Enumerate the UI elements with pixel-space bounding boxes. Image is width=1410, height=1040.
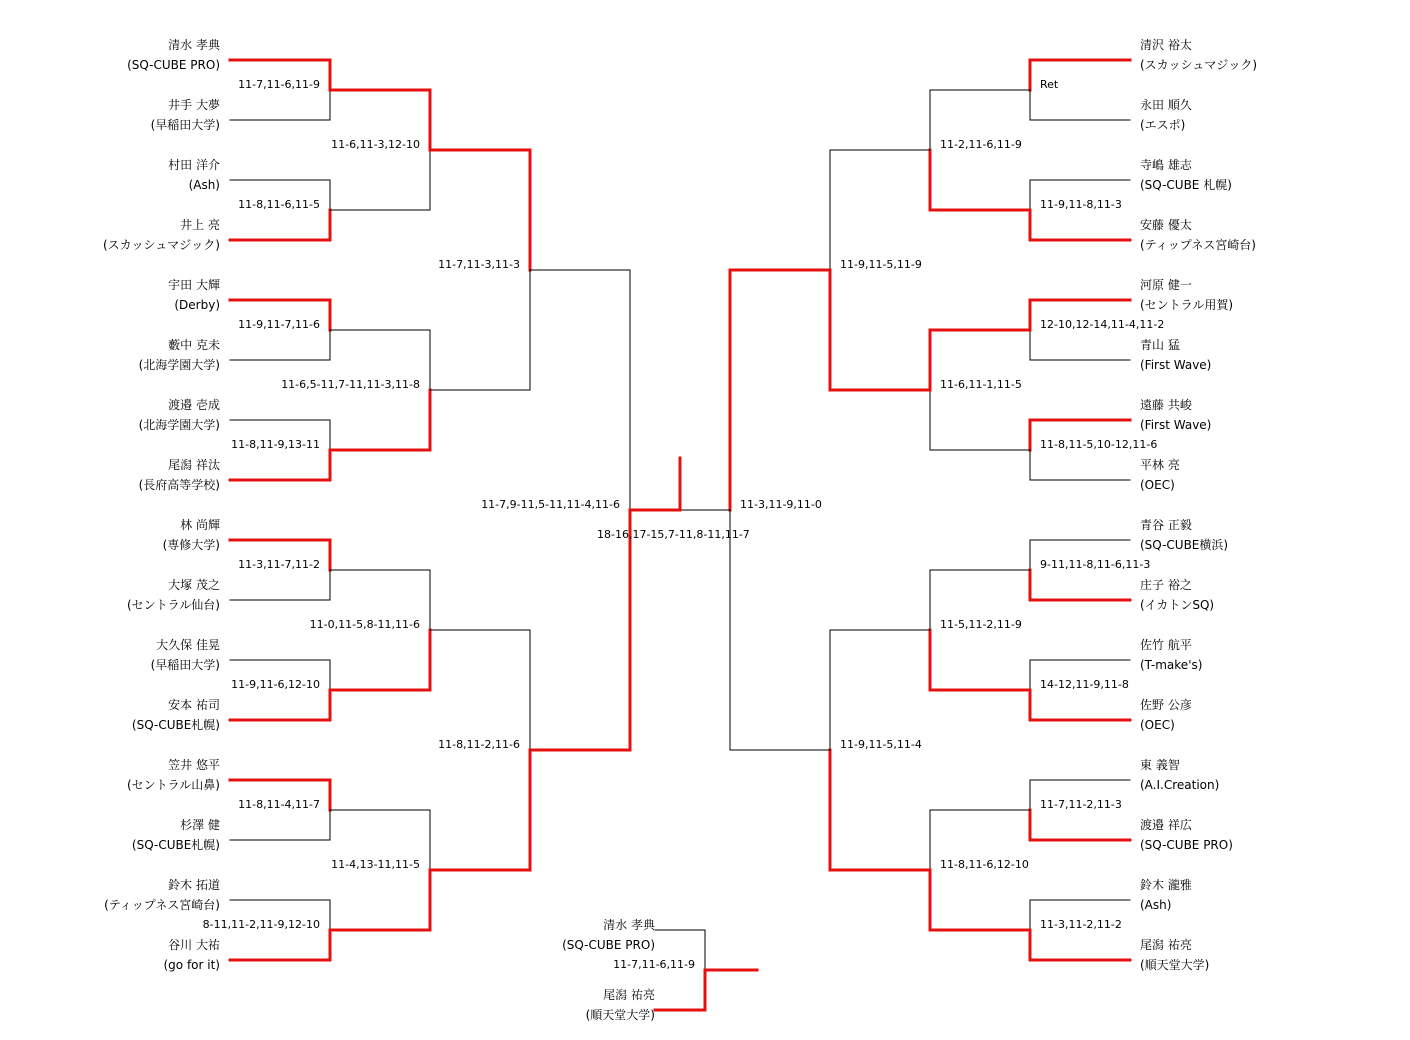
player-club: (セントラル用賀) bbox=[1140, 298, 1234, 312]
player-club: (ティップネス宮崎台) bbox=[1140, 238, 1256, 252]
match-score: 11-8,11-4,11-7 bbox=[238, 798, 320, 811]
player-club: (Derby) bbox=[174, 298, 220, 312]
match-score: 8-11,11-2,11-9,12-10 bbox=[202, 918, 320, 931]
player-name: 大久保 佳晃 bbox=[156, 638, 220, 652]
player-name: 井上 亮 bbox=[180, 218, 220, 232]
match-score: 11-6,5-11,7-11,11-3,11-8 bbox=[281, 378, 420, 391]
player-name: 鈴木 拓道 bbox=[168, 878, 220, 892]
player-club: (北海学園大学) bbox=[138, 358, 220, 372]
player-club: (A.I.Creation) bbox=[1140, 778, 1220, 792]
final-score: 18-16,17-15,7-11,8-11,11-7 bbox=[597, 528, 750, 541]
player-name: 安藤 優太 bbox=[1140, 218, 1192, 232]
player-club: (早稲田大学) bbox=[150, 658, 220, 672]
player-club: (エスポ) bbox=[1140, 118, 1186, 132]
player-name: 林 尚輝 bbox=[180, 518, 220, 532]
player-club: (早稲田大学) bbox=[150, 118, 220, 132]
player-name: 青谷 正毅 bbox=[1140, 518, 1192, 532]
player-club: (OEC) bbox=[1140, 478, 1175, 492]
player-name: 宇田 大輝 bbox=[168, 278, 220, 292]
player-name: 佐野 公彦 bbox=[1140, 698, 1192, 712]
player-club: (SQ-CUBE 札幌) bbox=[1140, 178, 1232, 192]
player-club: (SQ-CUBE横浜) bbox=[1140, 538, 1229, 552]
match-score: 11-4,13-11,11-5 bbox=[331, 858, 420, 871]
match-score: 11-8,11-6,11-5 bbox=[238, 198, 320, 211]
player-club: (SQ-CUBE札幌) bbox=[131, 838, 220, 852]
player-club: (SQ-CUBE札幌) bbox=[131, 718, 220, 732]
match-score: 11-6,11-3,12-10 bbox=[331, 138, 420, 151]
match-score: 11-3,11-9,11-0 bbox=[740, 498, 822, 511]
player-club: (セントラル山鼻) bbox=[126, 778, 220, 792]
player-club: (スカッシュマジック) bbox=[102, 238, 220, 252]
player-name: 鈴木 瀧雅 bbox=[1140, 878, 1192, 892]
player-name: 笠井 悠平 bbox=[168, 758, 220, 772]
player-club: (Ash) bbox=[1140, 898, 1172, 912]
player-club: (First Wave) bbox=[1140, 418, 1212, 432]
player-club: (Ash) bbox=[188, 178, 220, 192]
match-score: 11-3,11-2,11-2 bbox=[1040, 918, 1122, 931]
match-score: 12-10,12-14,11-4,11-2 bbox=[1040, 318, 1165, 331]
match-score: 11-9,11-6,12-10 bbox=[231, 678, 320, 691]
player-name: 清水 孝典 bbox=[168, 38, 220, 52]
player-club: (イカトンSQ) bbox=[1140, 598, 1215, 612]
player-name: 河原 健一 bbox=[1140, 278, 1192, 292]
match-score: 11-5,11-2,11-9 bbox=[940, 618, 1022, 631]
player-club: (北海学園大学) bbox=[138, 418, 220, 432]
match-score: 11-8,11-5,10-12,11-6 bbox=[1040, 438, 1158, 451]
match-score: 14-12,11-9,11-8 bbox=[1040, 678, 1129, 691]
player-name: 東 義智 bbox=[1140, 758, 1180, 772]
player-name: 井手 大夢 bbox=[168, 98, 220, 112]
match-score: 11-9,11-5,11-4 bbox=[840, 738, 922, 751]
player-club: (SQ-CUBE PRO) bbox=[1140, 838, 1233, 852]
player-club: (順天堂大学) bbox=[1140, 958, 1210, 972]
match-score: 11-7,11-3,11-3 bbox=[438, 258, 520, 271]
player-name: 尾潟 祥汰 bbox=[168, 458, 220, 472]
player-club: (go for it) bbox=[163, 958, 220, 972]
match-score: 11-9,11-7,11-6 bbox=[238, 318, 320, 331]
player-club: (スカッシュマジック) bbox=[1140, 58, 1258, 72]
match-score: 11-9,11-5,11-9 bbox=[840, 258, 922, 271]
player-club: (順天堂大学) bbox=[585, 1008, 655, 1022]
match-score: 11-7,11-6,11-9 bbox=[613, 958, 695, 971]
player-club: (専修大学) bbox=[162, 538, 220, 552]
player-name: 佐竹 航平 bbox=[1140, 638, 1192, 652]
match-score: 11-9,11-8,11-3 bbox=[1040, 198, 1122, 211]
player-club: (セントラル仙台) bbox=[126, 598, 220, 612]
player-name: 谷川 大祐 bbox=[168, 938, 220, 952]
player-name: 平林 亮 bbox=[1140, 458, 1180, 472]
match-score: 11-3,11-7,11-2 bbox=[238, 558, 320, 571]
player-name: 杉澤 健 bbox=[180, 818, 220, 832]
player-name: 永田 順久 bbox=[1140, 98, 1192, 112]
player-name: 尾潟 祐亮 bbox=[603, 988, 655, 1002]
match-score: 11-8,11-9,13-11 bbox=[231, 438, 320, 451]
player-name: 尾潟 祐亮 bbox=[1140, 938, 1192, 952]
player-name: 渡邉 壱成 bbox=[168, 398, 220, 412]
player-club: (SQ-CUBE PRO) bbox=[562, 938, 655, 952]
player-name: 清沢 裕太 bbox=[1140, 38, 1192, 52]
match-score: 11-7,9-11,5-11,11-4,11-6 bbox=[481, 498, 620, 511]
player-club: (ティップネス宮崎台) bbox=[104, 898, 220, 912]
player-name: 安本 祐司 bbox=[168, 698, 220, 712]
player-name: 村田 洋介 bbox=[168, 158, 220, 172]
player-club: (T-make's) bbox=[1140, 658, 1203, 672]
match-score: 11-8,11-6,12-10 bbox=[940, 858, 1029, 871]
player-name: 遠藤 共峻 bbox=[1140, 398, 1192, 412]
player-club: (長府高等学校) bbox=[138, 478, 220, 492]
match-score: 11-7,11-6,11-9 bbox=[238, 78, 320, 91]
player-name: 青山 猛 bbox=[1140, 338, 1180, 352]
player-club: (SQ-CUBE PRO) bbox=[127, 58, 220, 72]
player-name: 清水 孝典 bbox=[603, 918, 655, 932]
match-score: 11-0,11-5,8-11,11-6 bbox=[309, 618, 420, 631]
player-name: 渡邉 祥広 bbox=[1140, 818, 1192, 832]
match-score: 11-6,11-1,11-5 bbox=[940, 378, 1022, 391]
player-name: 大塚 茂之 bbox=[168, 578, 220, 592]
match-score: Ret bbox=[1040, 78, 1059, 91]
match-score: 11-7,11-2,11-3 bbox=[1040, 798, 1122, 811]
player-name: 庄子 裕之 bbox=[1140, 578, 1192, 592]
player-name: 藪中 克未 bbox=[168, 338, 220, 352]
match-score: 9-11,11-8,11-6,11-3 bbox=[1040, 558, 1151, 571]
match-score: 11-2,11-6,11-9 bbox=[940, 138, 1022, 151]
match-score: 11-8,11-2,11-6 bbox=[438, 738, 520, 751]
player-club: (First Wave) bbox=[1140, 358, 1212, 372]
player-name: 寺嶋 雄志 bbox=[1140, 158, 1192, 172]
player-club: (OEC) bbox=[1140, 718, 1175, 732]
